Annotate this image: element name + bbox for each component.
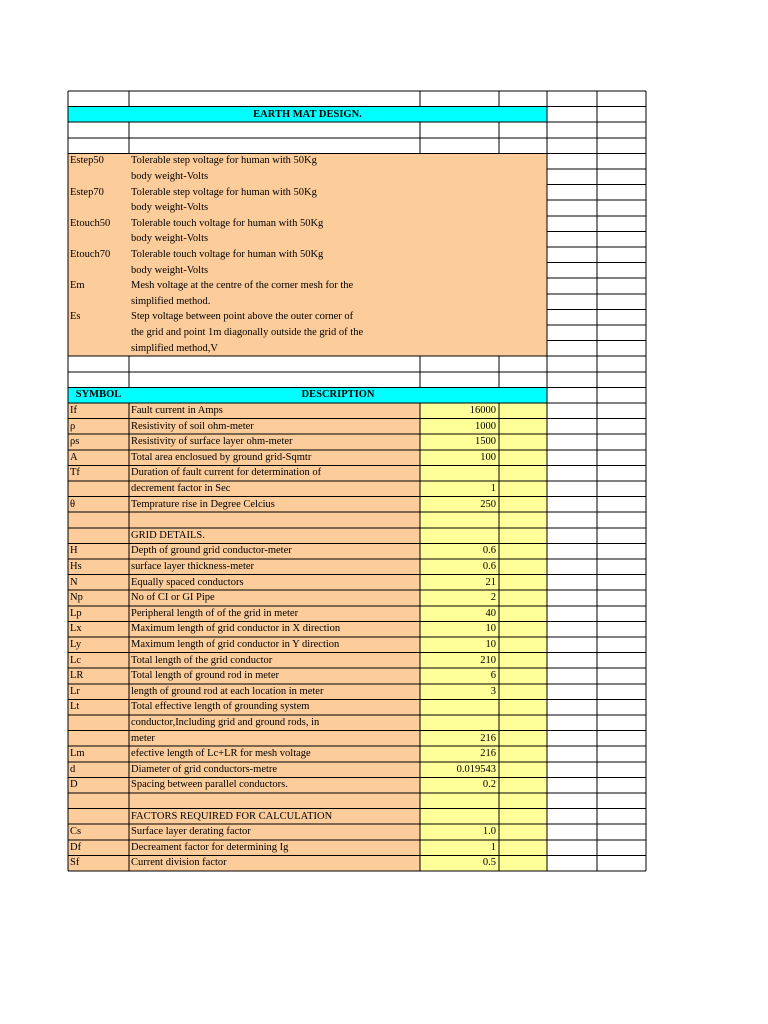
grid-value: 2 [490,592,496,604]
grid-description-line: Maximum length of grid conductor in Y direction [131,639,340,650]
factors-symbol: Df [70,841,82,853]
grid-symbol: Lt [70,701,80,713]
grid-value: 216 [480,748,496,760]
grid-description-line: meter [131,732,155,744]
sheet-title: EARTH MAT DESIGN. [253,108,362,120]
inputs-symbol: If [70,405,77,416]
definition-line: body weight-Volts [131,202,209,214]
definition-line: Step voltage between point above the outer corner of [131,311,354,323]
grid-description-line: No of CI or GI Pipe [131,592,215,604]
grid-symbol: Lx [70,623,82,635]
definition-line: body weight-Volts [131,264,209,276]
inputs-description-line: Total area enclosued by ground grid-Sqmtr [131,451,312,463]
definition-line: Tolerable touch voltage for human with 50Kg [131,217,324,229]
definition-symbol: Etouch70 [70,249,111,260]
grid-symbol: N [70,576,78,588]
grid-description-line: Total length of the grid conductor [131,654,273,666]
inputs-symbol: Tf [70,467,80,479]
grid-symbol: Lm [70,748,85,760]
grid-description-line: Equally spaced conductors [131,576,244,588]
inputs-description-line: Resistivity of surface layer ohm-meter [131,436,293,448]
grid-description-line: Diameter of grid conductors-metre [131,763,278,775]
grid-symbol: Lp [70,607,82,619]
inputs-symbol: ρ [70,420,76,432]
grid-description-line: Total effective length of grounding system [131,701,310,713]
description-header: DESCRIPTION [301,389,375,401]
definition-line: the grid and point 1m diagonally outside the grid of the [131,327,364,338]
inputs-description-line: Temprature rise in Degree Celcius [131,498,275,510]
grid-symbol: Lr [70,685,80,697]
grid-description-line: Peripheral length of of the grid in meter [131,607,299,619]
factors-value: 1 [490,841,496,853]
grid-value: 210 [480,654,496,666]
definition-symbol: Em [70,280,85,292]
grid-description-line: surface layer thickness-meter [131,561,255,572]
grid-value: 216 [480,732,496,744]
grid-symbol: Hs [70,561,82,572]
factors-description-line: Decreament factor for determining Ig [131,841,289,853]
grid-symbol: d [70,763,76,775]
grid-value: 6 [490,670,496,682]
factors-description-line: Current division factor [131,857,227,869]
grid-symbol: LR [70,670,84,682]
grid-symbol: Ly [70,639,82,650]
inputs-value: 1000 [475,420,496,432]
grid-description-line: Spacing between parallel conductors. [131,779,288,791]
grid-description-line: length of ground rod at each location in meter [131,685,324,697]
inputs-description-line: Duration of fault current for determination of [131,467,322,479]
inputs-description-line: Resistivity of soil ohm-meter [131,420,254,432]
factors-value: 0.5 [482,857,496,869]
grid-description-line: Total length of ground rod in meter [131,670,279,682]
inputs-value: 100 [480,451,496,463]
definition-symbol: Estep70 [70,186,104,198]
grid-value: 0.6 [482,561,496,572]
inputs-description-line: Fault current in Amps [131,405,223,416]
grid-description-line: Depth of ground grid conductor-meter [131,545,292,557]
grid-value: 0.6 [482,545,496,557]
inputs-symbol: ρs [70,436,80,448]
grid-value: 0.019543 [456,763,496,775]
definition-symbol: Estep50 [70,155,104,167]
grid-value: 10 [485,623,496,635]
inputs-value: 16000 [469,405,496,416]
grid-value: 0.2 [482,779,496,791]
inputs-description-line: decrement factor in Sec [131,483,231,494]
grid-symbol: H [70,545,78,557]
factors-heading: FACTORS REQUIRED FOR CALCULATION [131,810,333,822]
definition-line: Tolerable step voltage for human with 50Kg [131,186,317,198]
inputs-value: 1500 [475,436,496,448]
definition-line: simplified method. [131,295,211,307]
factors-symbol: Cs [70,826,82,838]
grid-symbol: Lc [70,654,82,666]
definition-line: Tolerable step voltage for human with 50Kg [131,155,317,167]
inputs-symbol: A [70,451,78,463]
definition-symbol: Es [70,311,81,323]
grid-value: 3 [490,685,496,697]
grid-value: 40 [485,607,496,619]
grid-description-line: Maximum length of grid conductor in X direction [131,623,341,635]
grid-symbol: D [70,779,78,791]
definition-line: Tolerable touch voltage for human with 50Kg [131,249,324,260]
definition-line: body weight-Volts [131,233,209,245]
grid-description-line: conductor,Including grid and ground rods, in [131,717,320,728]
symbol-header: SYMBOL [75,389,122,401]
definition-symbol: Etouch50 [70,217,111,229]
factors-value: 1.0 [482,826,496,838]
inputs-value: 1 [490,483,496,494]
factors-description-line: Surface layer derating factor [131,826,251,838]
factors-symbol: Sf [70,857,80,869]
grid-symbol: Np [70,592,83,604]
definition-line: Mesh voltage at the centre of the corner mesh for the [131,280,354,292]
inputs-symbol: θ [70,498,76,510]
grid-value: 10 [485,639,496,650]
inputs-value: 250 [480,498,496,510]
grid-value: 21 [485,576,496,588]
grid-description-line: efective length of Lc+LR for mesh voltage [131,748,311,760]
grid-details-heading: GRID DETAILS. [131,529,205,541]
definition-line: simplified method,V [131,342,218,354]
definition-line: body weight-Volts [131,171,209,182]
